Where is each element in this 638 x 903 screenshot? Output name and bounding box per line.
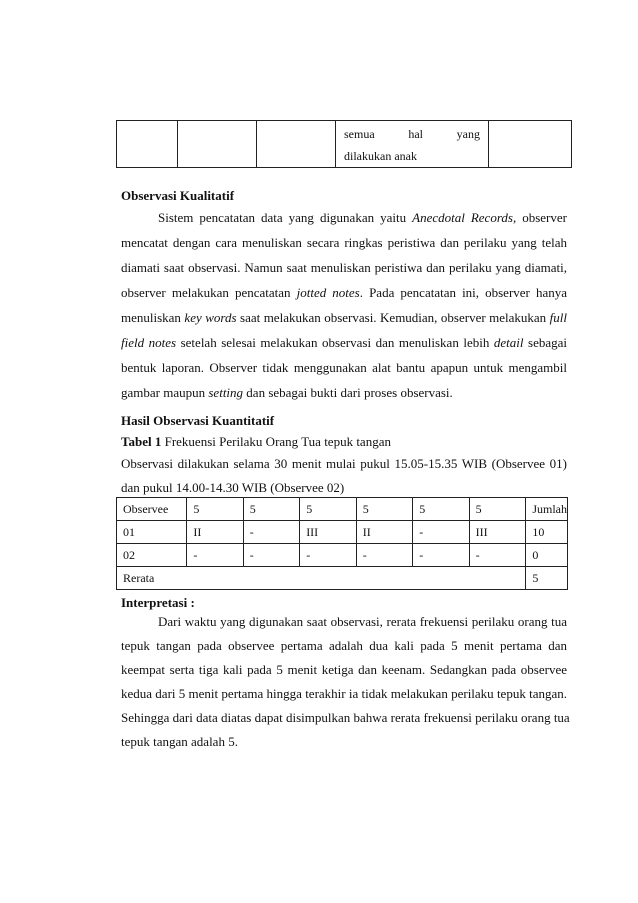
table-cell [257,121,336,168]
header-cell: 5 [469,498,526,521]
paragraph-line: mencatat dengan cara menuliskan secara ringkas peristiwa dan perilaku yang telah [121,235,567,250]
description-line: Observasi dilakukan selama 30 menit mulai pukul 15.05-15.35 WIB (Observee 01) [121,456,567,471]
continued-table [116,120,572,168]
rerata-label: Rerata [117,567,526,590]
heading-hasil-observasi: Hasil Observasi Kuantitatif [121,413,275,428]
table-cell: - [300,544,357,567]
rerata-value: 5 [526,567,568,590]
table-cell: II [187,521,243,544]
heading-interpretasi: Interpretasi : [121,595,195,610]
table-cell [489,121,572,168]
header-cell: 5 [243,498,299,521]
table-cell [336,121,489,168]
table-cell: - [413,544,469,567]
header-cell: 5 [413,498,469,521]
cell-word: dilakukan anak [344,149,417,163]
table-cell: 01 [117,521,187,544]
paragraph-line: menuliskan key words saat melakukan observasi. Kemudian, observer melakukan full [121,310,568,325]
table-cell: - [187,544,243,567]
paragraph-line: tepuk tangan adalah 5. [121,734,238,749]
table-caption-text: Frekuensi Perilaku Orang Tua tepuk tangan [161,434,391,449]
table-cell: II [356,521,412,544]
paragraph-line: kedua dari 5 menit pertama hingga terakhir ia tidak melakukan perilaku tepuk tangan. [121,686,567,701]
paragraph-line: observer melakukan pencatatan jotted notes. Pada pencatatan ini, observer hanya [121,285,567,300]
table-row [117,544,568,567]
paragraph-line: Sehingga dari data diatas dapat disimpulkan bahwa rerata frekuensi perilaku orang tua [121,710,570,725]
table-cell: - [469,544,526,567]
table-cell [178,121,257,168]
table-cell: 10 [526,521,568,544]
description-line: dan pukul 14.00-14.30 WIB (Observee 02) [121,480,345,495]
cell-word: semua [344,127,375,141]
cell-word: yang [456,127,480,141]
header-cell: Observee [117,498,187,521]
table-cell: - [243,544,299,567]
header-cell: 5 [356,498,412,521]
table-cell [117,121,178,168]
table-label: Tabel 1 [121,434,162,449]
header-cell: 5 [300,498,357,521]
header-cell: Jumlah [526,498,568,521]
paragraph-line: gambar maupun setting dan sebagai bukti dari proses observasi. [121,385,453,400]
paragraph-line: Sistem pencatatan data yang digunakan yaitu Anecdotal Records, observer [158,210,567,225]
table-cell: - [356,544,412,567]
paragraph-line: Dari waktu yang digunakan saat observasi, rerata frekuensi perilaku orang tua [158,614,567,629]
table-cell: 02 [117,544,187,567]
heading-observasi-kualitatif: Observasi Kualitatif [121,188,235,203]
table-footer-row [117,567,568,590]
paragraph-line: diamati saat observasi. Namun saat menuliskan peristiwa dan perilaku yang diamati, [121,260,567,275]
header-cell: 5 [187,498,243,521]
paragraph-line: bentuk laporan. Observer tidak menggunakan alat bantu apapun untuk mengambil [121,360,567,375]
table-cell: 0 [526,544,568,567]
table-caption [121,434,391,450]
table-cell: III [300,521,357,544]
table-header-row [117,498,568,521]
table-row [117,521,568,544]
paragraph-line: tepuk tangan pada observee pertama adalah dua kali pada 5 menit pertama dan [121,638,567,653]
cell-word: hal [408,127,423,141]
paragraph-line: field notes setelah selesai melakukan observasi dan menuliskan lebih detail sebagai [121,335,568,350]
paragraph-line: keempat serta tiga kali pada 5 menit ketiga dan keenam. Sedangkan pada observee [121,662,567,677]
table-cell: - [413,521,469,544]
table-cell: III [469,521,526,544]
table-cell: - [243,521,299,544]
frequency-table [116,497,568,590]
